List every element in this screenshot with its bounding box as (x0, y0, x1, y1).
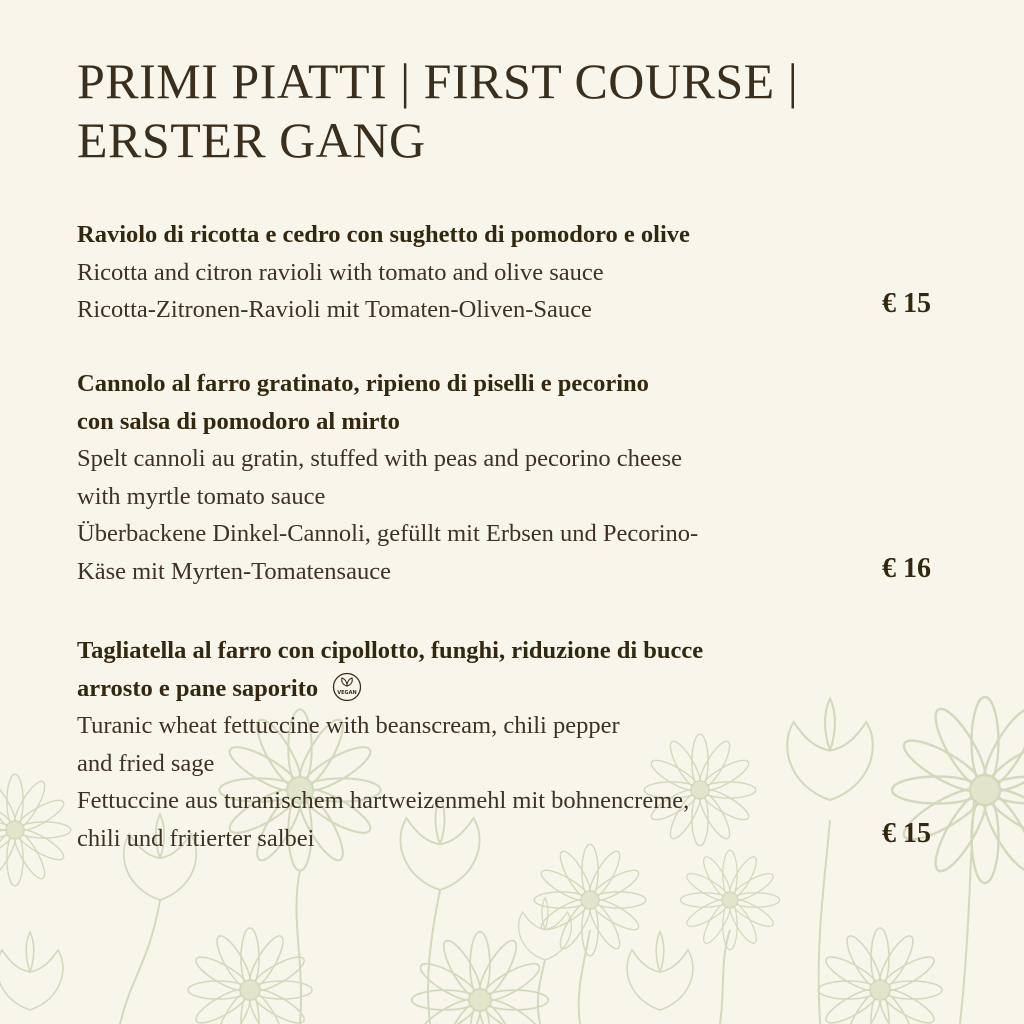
vegan-leaf-icon (332, 672, 362, 702)
dish-price: € 15 (882, 818, 931, 849)
dish-description-en: Spelt cannoli au gratin, stuffed with peas and pecorino cheese (77, 445, 683, 472)
dish-name: Cannolo al farro gratinato, ripieno di piselli e pecorino (77, 370, 649, 397)
dish-description-en: and fried sage (77, 749, 215, 777)
dish-description-de: Käse mit Myrten-Tomatensauce (77, 557, 391, 585)
menu-item (77, 632, 797, 857)
dish-description-de: Überbackene Dinkel-Cannoli, gefüllt mit Erbsen und Pecorino- (77, 520, 699, 547)
dish-name: Raviolo di ricotta e cedro con sughetto di pomodoro e olive (77, 221, 690, 248)
dish-name-with-badge (77, 670, 797, 708)
menu-item (77, 216, 797, 329)
dish-description-de: Ricotta-Zitronen-Ravioli mit Tomaten-Oliven-Sauce (77, 296, 592, 323)
dish-price: € 15 (882, 288, 931, 319)
dish-description-en: with myrtle tomato sauce (77, 482, 326, 510)
vegan-badge-text: VEGAN (337, 689, 357, 696)
title-line-2: ERSTER GANG (77, 112, 426, 168)
page-title (77, 52, 977, 170)
dish-price: € 16 (882, 553, 931, 584)
dish-name: con salsa di pomodoro al mirto (77, 407, 400, 435)
dish-description-de: Fettuccine aus turanischem hartweizenmehl mit bohnencreme, (77, 787, 690, 814)
dish-description-en: Turanic wheat fettuccine with beanscream, chili pepper (77, 712, 620, 739)
dish-name: Tagliatella al farro con cipollotto, funghi, riduzione di bucce (77, 637, 704, 664)
dish-name: arrosto e pane saporito (77, 674, 319, 702)
dish-description-de: chili und fritierter salbei (77, 824, 315, 852)
menu-item (77, 365, 797, 590)
title-line-1: PRIMI PIATTI | FIRST COURSE | (77, 53, 799, 109)
dish-description-en: Ricotta and citron ravioli with tomato and olive sauce (77, 258, 604, 286)
